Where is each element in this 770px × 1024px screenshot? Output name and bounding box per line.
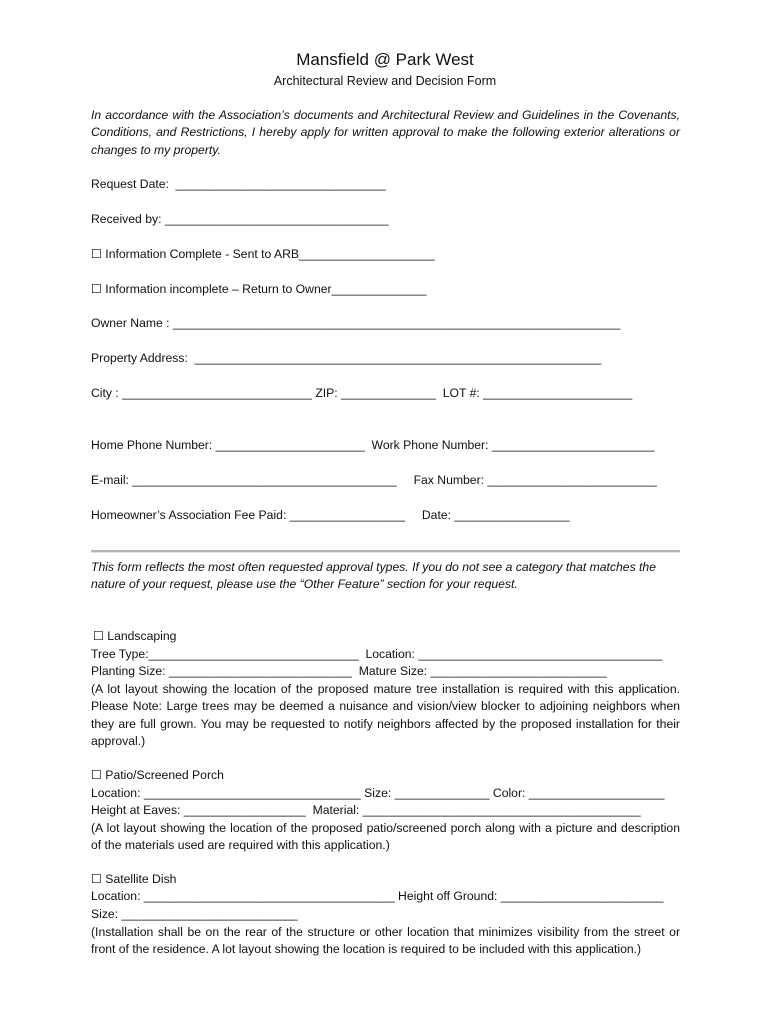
patio-location-size-color-fields[interactable]: Location: ________________________________ Size: ______________ Color: ____________________ — [91, 786, 665, 800]
section-divider — [91, 550, 680, 553]
patio-note: (A lot layout showing the location of the proposed patio/screened porch along with a picture and description of the materials used are required with this application.) — [91, 821, 680, 853]
info-incomplete-checkbox[interactable]: ☐ Information incomplete – Return to Owner______________ — [91, 282, 427, 296]
phone-fields[interactable]: Home Phone Number: ______________________ Work Phone Number: ________________________ — [91, 438, 655, 452]
satellite-location-height-fields[interactable]: Location: _____________________________________ Height off Ground: ________________________ — [91, 889, 664, 903]
satellite-dish-checkbox[interactable]: ☐ Satellite Dish — [91, 872, 177, 886]
patio-height-material-fields[interactable]: Height at Eaves: __________________ Material: _________________________________________ — [91, 803, 641, 817]
tree-type-location-fields[interactable]: Tree Type:_______________________________ Location: ____________________________________ — [91, 647, 663, 661]
form-title: Mansfield @ Park West — [296, 50, 474, 69]
owner-name-field[interactable]: Owner Name : __________________________________________________________________ — [91, 316, 621, 330]
request-date-field[interactable]: Request Date: _______________________________ — [91, 177, 386, 191]
planting-mature-size-fields[interactable]: Planting Size: ___________________________ Mature Size: __________________________ — [91, 664, 607, 678]
form-subtitle: Architectural Review and Decision Form — [273, 74, 497, 88]
satellite-size-field[interactable]: Size: __________________________ — [91, 907, 298, 921]
info-complete-checkbox[interactable]: ☐ Information Complete - Sent to ARB____________________ — [91, 247, 435, 261]
landscaping-checkbox[interactable]: ☐ Landscaping — [93, 629, 177, 643]
property-address-field[interactable]: Property Address: ____________________________________________________________ — [91, 351, 602, 365]
satellite-note: (Installation shall be on the rear of the structure or other location that minimizes visibility from the street or front of the residence. A lot layout showing the location is required to be included with this application.) — [91, 925, 680, 957]
email-fax-fields[interactable]: E-mail: _______________________________________ Fax Number: _________________________ — [91, 473, 657, 487]
hoa-fee-date-fields[interactable]: Homeowner’s Association Fee Paid: _________________ Date: _________________ — [91, 508, 570, 522]
received-by-field[interactable]: Received by: _________________________________ — [91, 212, 389, 226]
notice-paragraph: This form reflects the most often requested approval types. If you do not see a category that matches the nature of your request, please use the “Other Feature” section for your request. — [91, 560, 656, 592]
city-zip-lot-fields[interactable]: City : ____________________________ ZIP: ______________ LOT #: ______________________ — [91, 386, 633, 400]
intro-paragraph: In accordance with the Association’s documents and Architectural Review and Guidelines in the Covenants, Conditions, and Restrictions, I hereby apply for written approval to make the following exterior alterations or changes to my property. — [91, 108, 680, 157]
patio-porch-checkbox[interactable]: ☐ Patio/Screened Porch — [91, 768, 224, 782]
landscaping-note: (A lot layout showing the location of the proposed mature tree installation is required with this application. Please Note: Large trees may be deemed a nuisance and vision/view blocker to adjoining neighbors when they are full grown. You may be requested to notify neighbors affected by the proposed installation for their approval.) — [91, 682, 680, 749]
